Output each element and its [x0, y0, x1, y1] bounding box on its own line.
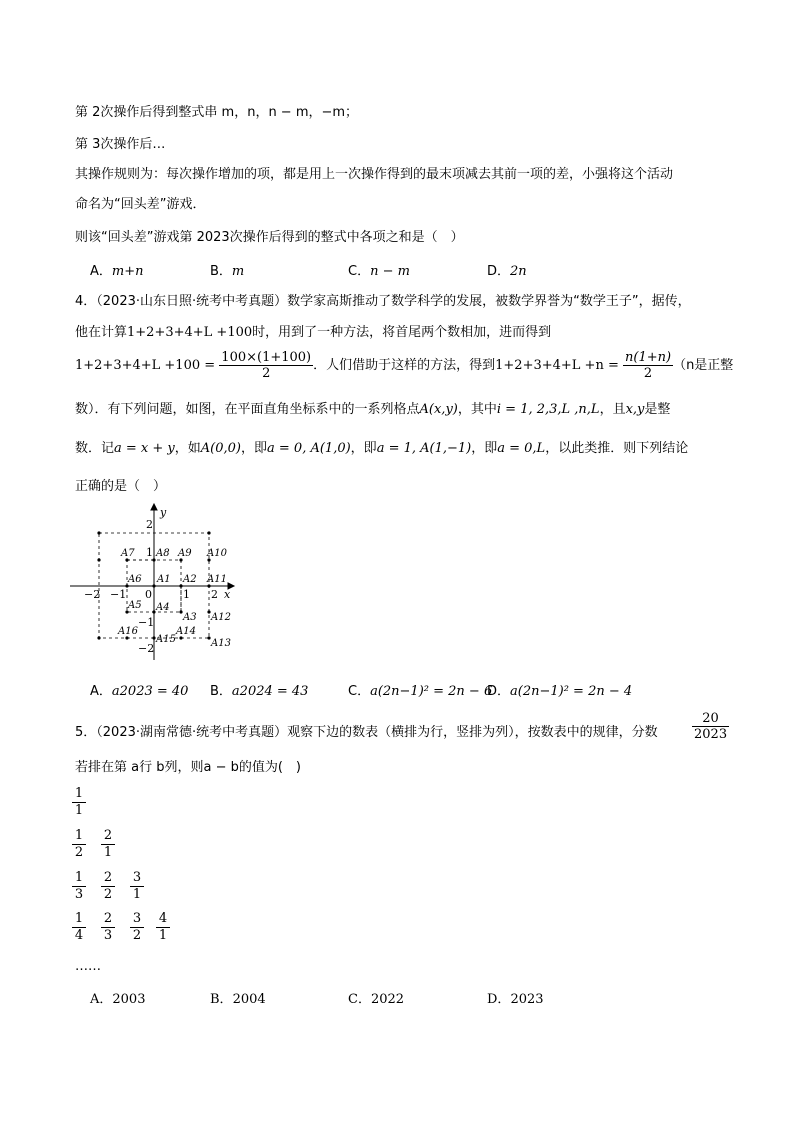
- option-label: D．: [487, 264, 511, 279]
- fraction-r4c4: 4 1: [156, 911, 170, 944]
- fraction-r2c2: 2 1: [101, 828, 115, 861]
- q4-frac-1: $\frac{100\times(1+100)}{2}$: [221, 350, 312, 381]
- tick-y-neg2: −2: [138, 642, 155, 655]
- q4-option-d[interactable]: [487, 680, 632, 699]
- label-a15: A15: [156, 634, 176, 645]
- q5-line-2: 若排在第 a行 b列，则a − b的值为( ): [75, 760, 302, 775]
- q5-line-1: 5．（2023·湖南常德·统考中考真题）观察下边的数表（横排为行，竖排为列），按数表中的规律，分数: [75, 725, 658, 740]
- label-a5: A5: [128, 600, 142, 611]
- tick-x-1: 1: [183, 588, 190, 601]
- option-label: B．: [210, 264, 232, 279]
- prev-line-4: 命名为“回头差”游戏．: [75, 197, 206, 212]
- option-label: D．: [487, 992, 511, 1007]
- q4-option-a[interactable]: [90, 680, 188, 699]
- prev-line-2: 第 3次操作后…: [75, 137, 166, 152]
- option-label: B．: [210, 684, 232, 699]
- label-a12: A12: [211, 612, 231, 623]
- label-a10: A10: [207, 548, 227, 559]
- tick-x-neg2: −2: [84, 588, 101, 601]
- q4-option-b[interactable]: [210, 680, 308, 699]
- option-label: A．: [90, 264, 112, 279]
- option-label: B．: [210, 992, 233, 1007]
- tick-x-2: 2: [211, 588, 218, 601]
- q4-line-5: 数．记a = x + y，如A(0,0)，即a = 0, A(1,0)，即a = 1, A(1,−1)，即a = 0,L，以此类推．则下列结论: [75, 441, 689, 456]
- prev-option-c[interactable]: [348, 260, 410, 279]
- label-a11: A11: [207, 574, 227, 585]
- option-text: a(2n−1)² = 2n − 4: [510, 684, 633, 699]
- label-a9: A9: [178, 548, 192, 559]
- option-label: C．: [348, 992, 371, 1007]
- option-text: 2003: [112, 992, 146, 1007]
- label-a1: A1: [157, 574, 171, 585]
- prev-option-b[interactable]: [210, 260, 244, 279]
- label-a2: A2: [183, 574, 197, 585]
- prev-line-1: 第 2次操作后得到整式串 m，n，n − m，−m；: [75, 105, 359, 120]
- fraction-r4c1: 1 4: [72, 911, 86, 944]
- tick-y-1: 1: [146, 546, 153, 559]
- label-a8: A8: [156, 548, 170, 559]
- fraction-r4c3: 3 2: [130, 911, 144, 944]
- option-text: 2022: [370, 992, 405, 1007]
- q4-line-2: 他在计算1+2+3+4+L +100时，用到了一种方法，将首尾两个数相加，进而得到: [75, 325, 552, 340]
- fraction-r3c1: 1 3: [72, 870, 86, 903]
- q4-sum-expr: 1+2+3+4+L +100: [127, 325, 253, 340]
- option-text: 2004: [232, 992, 266, 1007]
- label-a14: A14: [176, 626, 196, 637]
- label-a16: A16: [118, 626, 138, 637]
- tick-y-2: 2: [146, 518, 153, 531]
- lattice-figure: [68, 502, 238, 662]
- option-label: C．: [348, 684, 371, 699]
- option-label: D．: [487, 684, 511, 699]
- tick-y-neg1: −1: [138, 616, 155, 629]
- option-text: 2n: [510, 264, 527, 279]
- q5-option-a[interactable]: [90, 988, 145, 1007]
- fraction-r1c1: 1 1: [72, 786, 86, 819]
- q4-line-3: 1+2+3+4+L +100 = $\frac{100\times(1+100)}{2}$ ．人们借助于这样的方法，得到1+2+3+4+L +n = $\frac{n(1+n)}{2}$ （n是正整: [75, 350, 734, 381]
- q4-frac-2: $\frac{n(1+n)}{2}$: [625, 350, 672, 381]
- option-text: a(2n−1)² = 2n − 6: [370, 684, 493, 699]
- option-label: A．: [90, 992, 113, 1007]
- q4-line-6: 正确的是（ ）: [75, 479, 167, 494]
- option-label: A．: [90, 684, 112, 699]
- prev-line-3: 其操作规则为：每次操作增加的项，都是用上一次操作得到的最末项减去其前一项的差，小强将这个活动: [75, 167, 674, 182]
- fraction-r3c3: 3 1: [130, 870, 144, 903]
- option-text: n − m: [370, 264, 410, 279]
- option-text: m: [231, 264, 245, 279]
- option-text: 2023: [510, 992, 544, 1007]
- option-text: m+n: [111, 264, 144, 279]
- tick-origin: 0: [145, 588, 152, 601]
- q5-ellipsis: ……: [75, 959, 101, 974]
- option-text: a2023 = 40: [111, 684, 189, 699]
- q5-option-c[interactable]: [348, 988, 404, 1007]
- q4-option-c[interactable]: [348, 680, 492, 699]
- q4-line-1: 4．（2023·山东日照·统考中考真题）数学家高斯推动了数学科学的发展，被数学界誉为“数学王子”，据传，: [75, 294, 691, 309]
- axis-x-label: x: [224, 588, 231, 601]
- q5-option-b[interactable]: [210, 988, 266, 1007]
- label-a7: A7: [121, 548, 135, 559]
- fraction-r2c1: 1 2: [72, 828, 86, 861]
- q5-option-d[interactable]: [487, 988, 544, 1007]
- prev-option-d[interactable]: [487, 260, 527, 279]
- label-a3: A3: [183, 612, 197, 623]
- label-a6: A6: [128, 574, 142, 585]
- fraction-r3c2: 2 2: [101, 870, 115, 903]
- axis-y-label: y: [160, 506, 167, 519]
- tick-x-neg1: −1: [110, 588, 127, 601]
- option-text: a2024 = 43: [231, 684, 309, 699]
- fraction-r4c2: 2 3: [101, 911, 115, 944]
- label-a4: A4: [156, 602, 170, 613]
- q4-line-4: 数）．有下列问题，如图，在平面直角坐标系中的一系列格点A(x,y)，其中i = 1, 2,3,L ,n,L，且x,y是整: [75, 402, 671, 417]
- label-a13: A13: [211, 638, 231, 649]
- y-axis-arrow: [151, 504, 157, 510]
- prev-line-5: 则该“回头差”游戏第 2023次操作后得到的整式中各项之和是（ ）: [75, 230, 464, 245]
- q5-target-fraction: $\frac{20}{2023}$: [694, 711, 728, 742]
- prev-option-a[interactable]: [90, 260, 144, 279]
- option-label: C．: [348, 264, 371, 279]
